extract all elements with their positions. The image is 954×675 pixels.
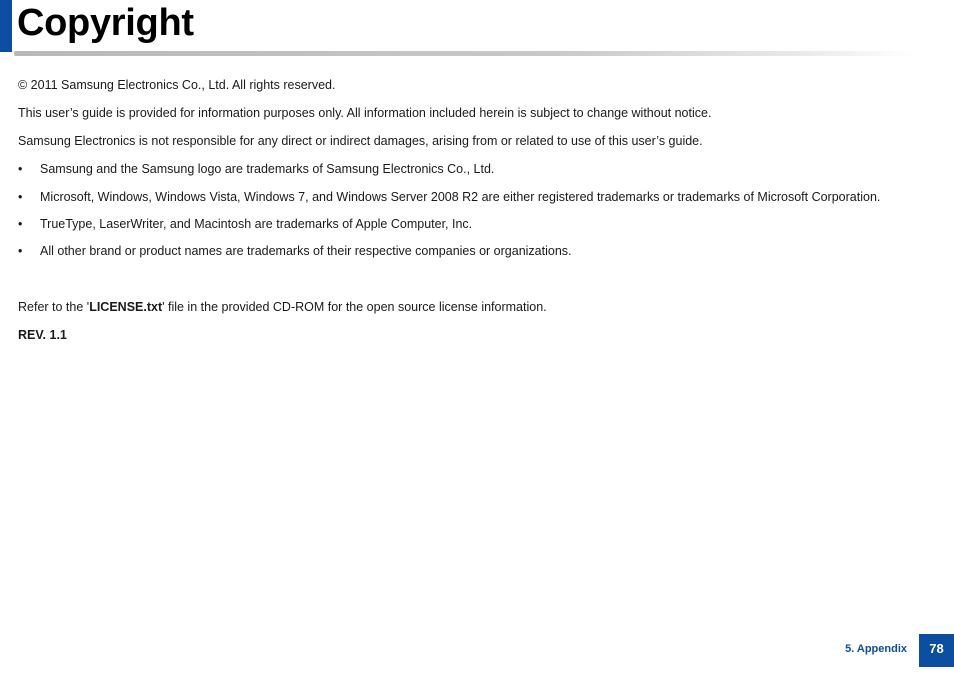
title-underline [14, 51, 914, 56]
information-notice: This user’s guide is provided for information purposes only. All information included herein is subject to change without notice. [18, 106, 712, 120]
page-number-badge: 78 [919, 634, 954, 667]
trademark-text: TrueType, LaserWriter, and Macintosh are trademarks of Apple Computer, Inc. [40, 217, 473, 231]
liability-disclaimer: Samsung Electronics is not responsible for any direct or indirect damages, arising from or related to use of this user’s guide. [18, 134, 703, 148]
page-title: Copyright [17, 2, 194, 44]
license-filename: LICENSE.txt [89, 300, 163, 314]
trademark-text: Microsoft, Windows, Windows Vista, Windows 7, and Windows Server 2008 R2 are either registered trademarks or trademarks of Microsoft Corporation. [40, 190, 881, 204]
title-accent-bar [0, 0, 12, 52]
list-item [18, 161, 918, 177]
bullet-marker: • [18, 217, 23, 231]
revision-label: REV. 1.1 [18, 328, 67, 342]
trademark-text: All other brand or product names are trademarks of their respective companies or organizations. [40, 244, 572, 258]
license-suffix: ' file in the provided CD-ROM for the open source license information. [162, 300, 547, 314]
license-reference [18, 299, 547, 315]
list-item [18, 189, 918, 205]
list-item [18, 243, 918, 259]
footer-section-name: 5. Appendix [845, 643, 907, 655]
trademark-list [18, 161, 918, 259]
trademark-text: Samsung and the Samsung logo are trademarks of Samsung Electronics Co., Ltd. [40, 162, 495, 176]
bullet-marker: • [18, 190, 23, 204]
bullet-marker: • [18, 162, 23, 176]
copyright-statement: © 2011 Samsung Electronics Co., Ltd. All rights reserved. [18, 78, 336, 92]
bullet-marker: • [18, 244, 23, 258]
license-prefix: Refer to the ' [18, 300, 90, 314]
list-item [18, 216, 918, 232]
